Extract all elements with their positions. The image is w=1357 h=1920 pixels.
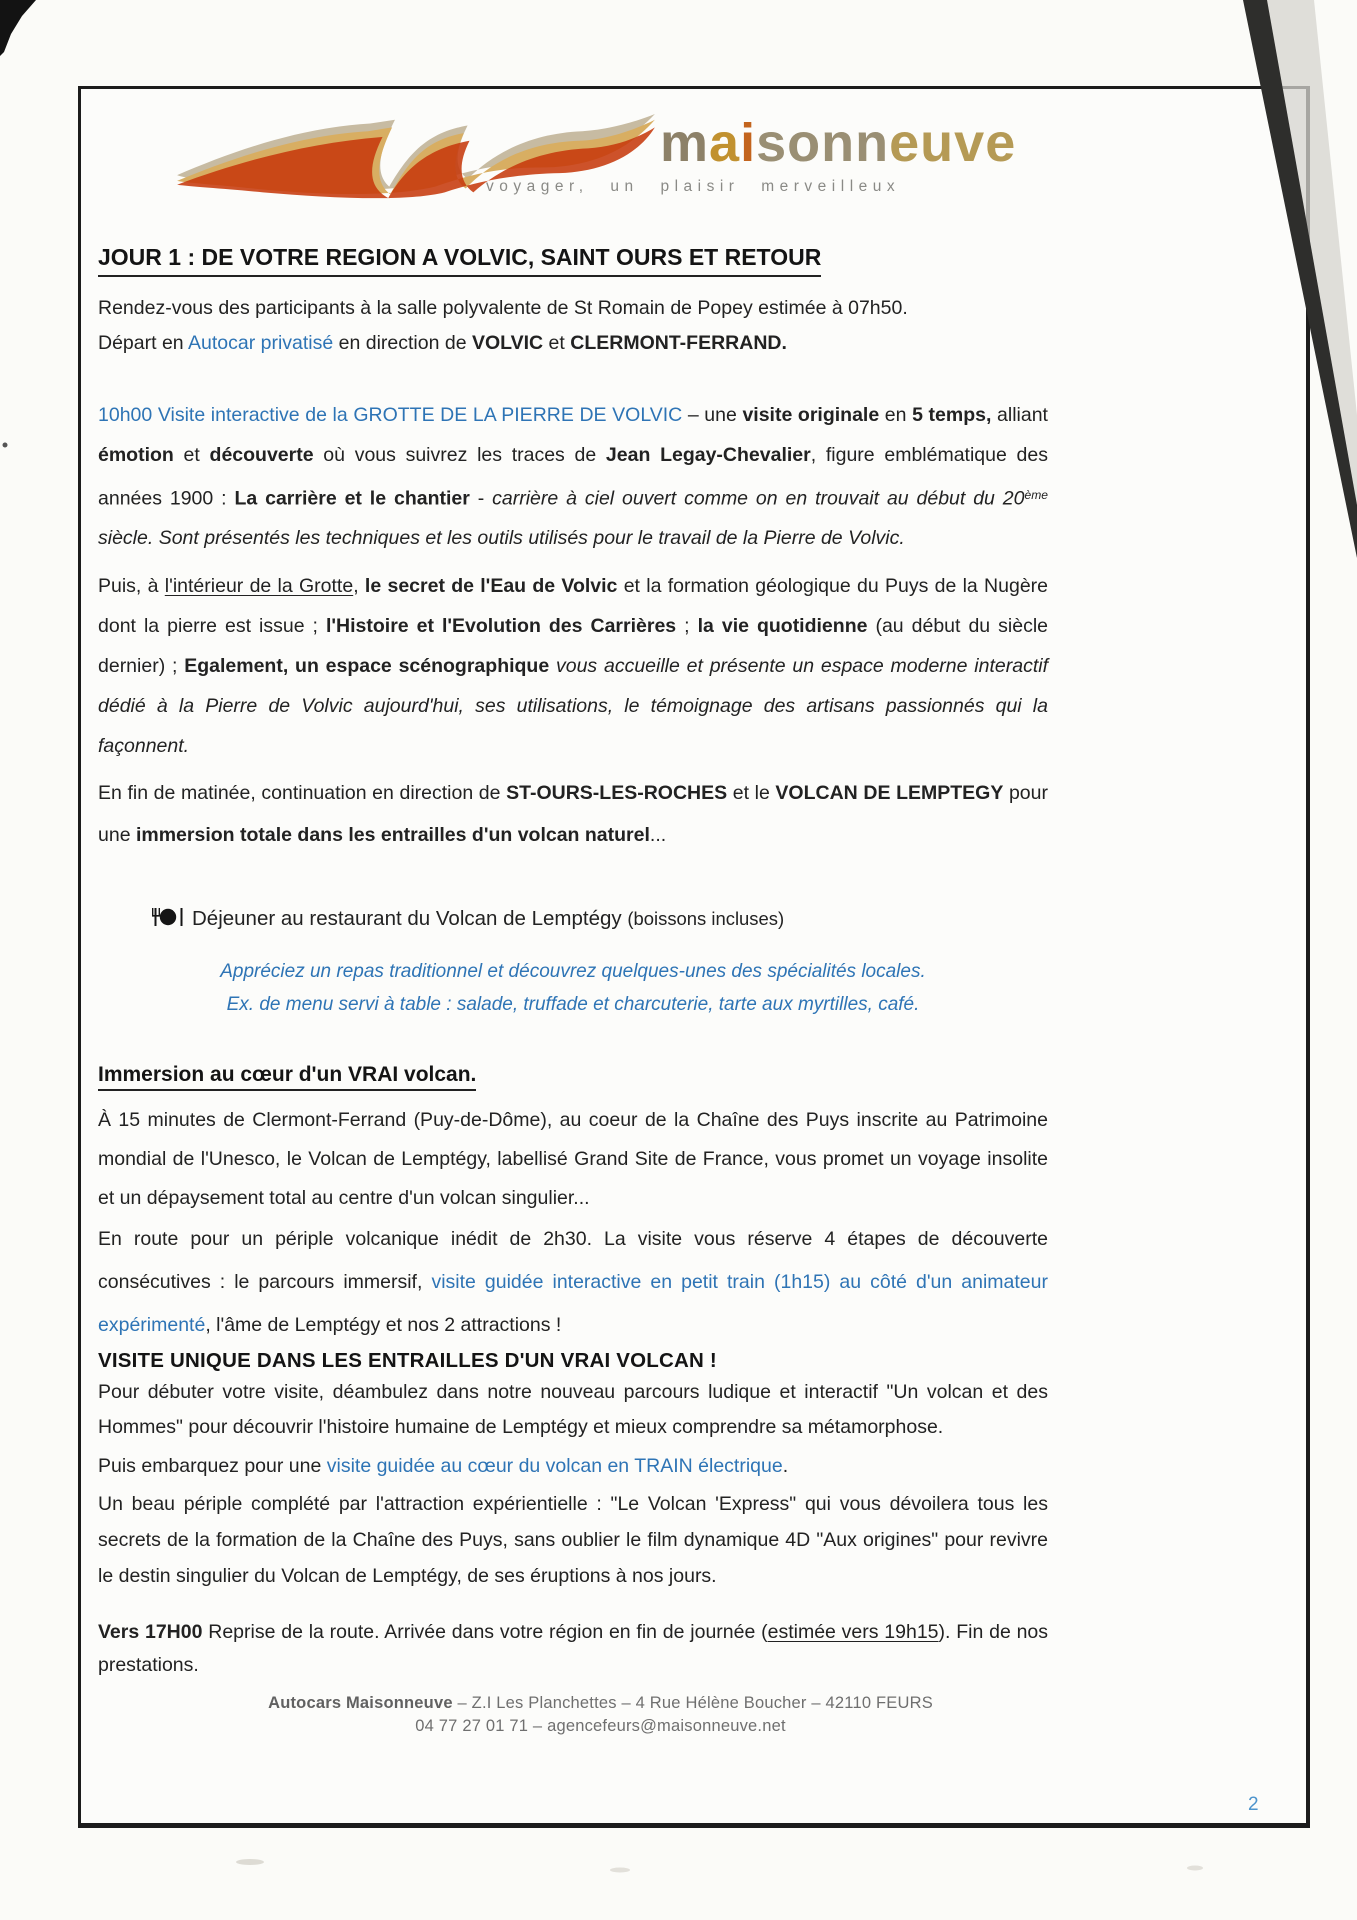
return-paragraph: Vers 17H00 Reprise de la route. Arrivée dans votre région en fin de journée (estimée vers 19h15). Fin de nos prestations. xyxy=(98,1620,1049,1676)
document-content xyxy=(98,100,1048,1738)
departure-line: Départ en Autocar privatisé en direction de VOLVIC et CLERMONT-FERRAND. xyxy=(98,332,787,354)
menu-note-1: Appréciez un repas traditionnel et découvrez quelques-unes des spécialités locales. xyxy=(220,960,926,982)
volcano-intro-paragraph: À 15 minutes de Clermont-Ferrand (Puy-de-Dôme), au coeur de la Chaîne des Puys inscrite au Patrimoine mondial de l'Unesco, le Volcan de Lemptégy, labellisé Grand Site de France, vous promet un voyage insolite et un dépaysement total au centre d'un volcan singulier... xyxy=(98,1108,1048,1209)
route-paragraph: En route pour un périple volcanique inédit de 2h30. La visite vous réserve 4 étapes de découverte consécutives : le parcours immersif, visite guidée interactive en petit train (1h15) au côté d'un animateur expérimenté, l'âme de Lemptégy et nos 2 attractions ! xyxy=(98,1227,1048,1336)
grotte-interior-paragraph: Puis, à l'intérieur de la Grotte, le secret de l'Eau de Volvic et la formation géologique du Puys de la Nugère dont la pierre est issue ; l'Histoire et l'Evolution des Carrières ; la vie quotidienne (au début du siècle dernier) ; Egalement, un espace scénographique vous accueille et présente un espace moderne interactif dédié à la Pierre de Volvic aujourd'hui, ses utilisations, le témoignage des artisans passionnés qui la façonnent. xyxy=(98,575,1049,758)
menu-notes xyxy=(98,955,1048,1021)
menu-note-2: Ex. de menu servi à table : salade, truffade et charcuterie, tarte aux myrtilles, café. xyxy=(226,993,920,1015)
logo-wordmark: maisonneuve xyxy=(660,113,1017,173)
periple-paragraph: Un beau périple complété par l'attraction expérientielle : "Le Volcan 'Express" qui vous dévoilera tous les secrets de la formation de la Chaîne des Puys, sans oublier le film dynamique 4D "Aux origines" pour revivre le destin singulier du Volcan de Lemptégy, de ses éruptions à nos jours. xyxy=(98,1492,1048,1587)
restaurant-icon xyxy=(150,905,186,929)
maisonneuve-logo xyxy=(98,112,1048,204)
scan-artifact-top-left xyxy=(0,0,36,56)
train-line: Puis embarquez pour une visite guidée au cœur du volcan en TRAIN électrique. xyxy=(98,1454,789,1477)
footer-contact-line: 04 77 27 01 71 – agencefeurs@maisonneuve.net xyxy=(415,1716,786,1735)
meeting-line: Rendez-vous des participants à la salle polyvalente de St Romain de Popey estimée à 07h50. xyxy=(98,297,908,319)
immersion-heading: Immersion au cœur d'un VRAI volcan. xyxy=(98,1063,1048,1091)
visit-grotte-paragraph: 10h00 Visite interactive de la GROTTE DE LA PIERRE DE VOLVIC – une visite originale en 5 temps, alliant émotion et découverte où vous suivrez les traces de Jean Legay-Chevalier, figure emblématique des années 1900 : La carrière et le chantier - carrière à ciel ouvert comme on en trouvait au début du 20ème siècle. Sont présentés les techniques et les outils utilisés pour le travail de la Pierre de Volvic. xyxy=(98,404,1048,550)
continuation-paragraph: En fin de matinée, continuation en direction de ST-OURS-LES-ROCHES et le VOLCAN DE LEMPTEGY pour une immersion totale dans les entrailles d'un volcan naturel... xyxy=(98,782,1048,847)
day-title: JOUR 1 : DE VOTRE REGION A VOLVIC, SAINT OURS ET RETOUR xyxy=(98,244,1048,277)
page-number: 2 xyxy=(1248,1794,1259,1815)
footer xyxy=(153,1692,1048,1738)
lunch-line xyxy=(98,904,1048,934)
lunch-text: Déjeuner au restaurant du Volcan de Lemptégy (boissons incluses) xyxy=(192,907,785,931)
logo-tagline: voyager, un plaisir merveilleux xyxy=(486,178,901,195)
footer-address-line: Autocars Maisonneuve – Z.I Les Planchettes – 4 Rue Hélène Boucher – 42110 FEURS xyxy=(268,1693,933,1712)
parcours-paragraph: Pour débuter votre visite, déambulez dans notre nouveau parcours ludique et interactif "Un volcan et des Hommes" pour découvrir l'histoire humaine de Lemptégy et mieux comprendre sa métamorphose. xyxy=(98,1380,1048,1438)
visite-unique-heading: VISITE UNIQUE DANS LES ENTRAILLES D'UN VRAI VOLCAN ! xyxy=(98,1348,717,1372)
